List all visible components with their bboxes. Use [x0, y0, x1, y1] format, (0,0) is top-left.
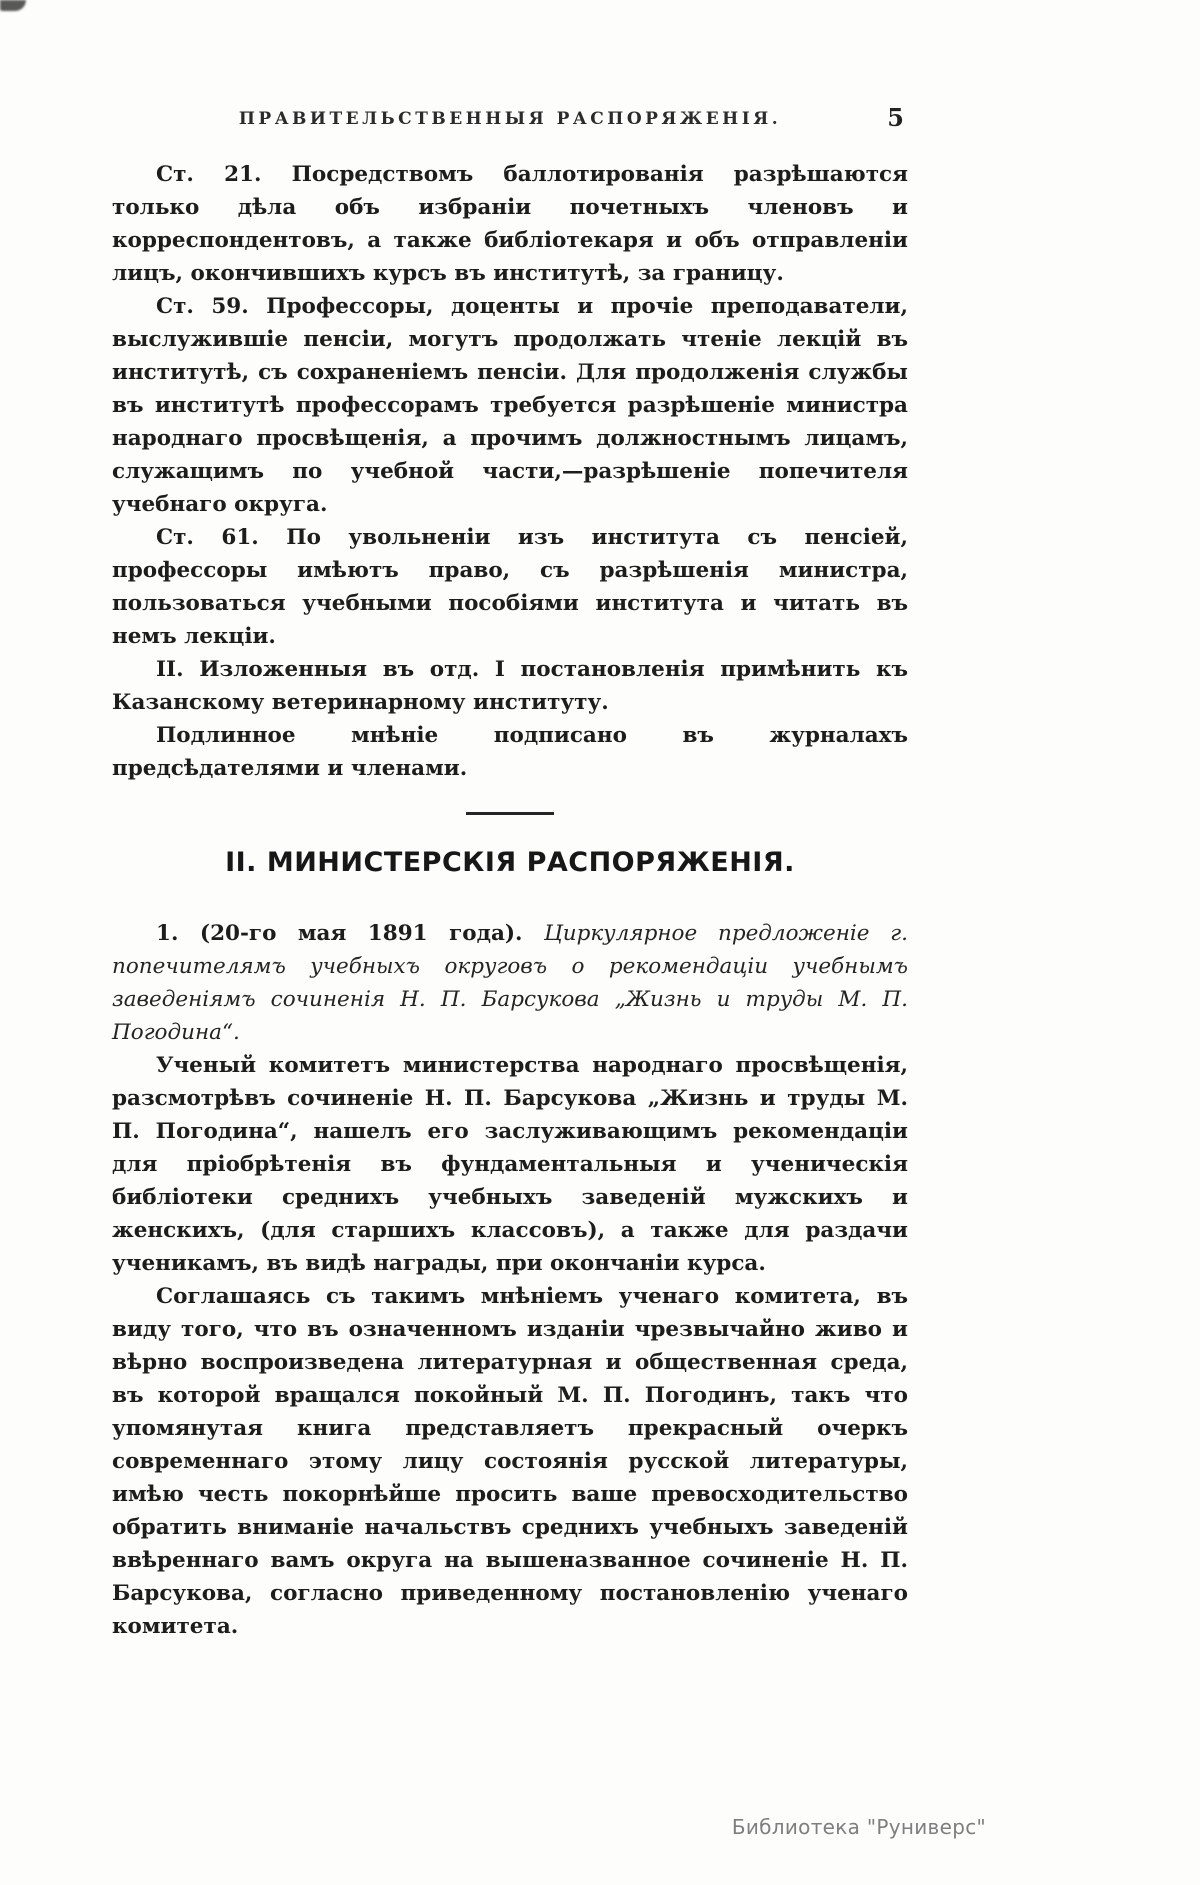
- paragraph-st-59: Ст. 59. Профессоры, доценты и прочіе преподаватели, выслужившіе пенсіи, могутъ продолжать чтеніе лекцій въ институтѣ, съ сохраненіемъ пенсіи. Для продолженія службы въ институтѣ профессорамъ требуется разрѣшеніе министра народнаго просвѣщенія, а прочимъ должностнымъ лицамъ, служащимъ по учебной части,—разрѣшеніе попечителя учебнаго округа.: [112, 294, 908, 517]
- paragraph-signature-note: Подлинное мнѣніе подписано въ журналахъ предсѣдателями и членами.: [112, 723, 908, 781]
- text-block: [112, 158, 908, 1643]
- library-watermark: Библиотека "Руниверс": [731, 1815, 986, 1839]
- paragraph-section-ii-note: II. Изложенныя въ отд. I постановленія примѣнить къ Казанскому ветеринарному институту.: [112, 657, 908, 715]
- running-title: ПРАВИТЕЛЬСТВЕННЫЯ РАСПОРЯЖЕНІЯ.: [238, 109, 782, 129]
- paragraph-circular-intro: [112, 917, 908, 1049]
- section-divider-rule: [466, 812, 554, 815]
- paragraph-committee-review: Ученый комитетъ министерства народнаго просвѣщенія, разсмотрѣвъ сочиненіе Н. П. Барсукова „Жизнь и труды М. П. Погодина“, нашелъ его заслуживающимъ рекомендаціи для пріобрѣтенія въ фундаментальныя и ученическія библіотеки среднихъ учебныхъ заведеній мужскихъ и женскихъ, (для старшихъ классовъ), а также для раздачи ученикамъ, въ видѣ награды, при окончаніи курса.: [112, 1053, 908, 1276]
- running-header: [112, 103, 908, 136]
- circular-title-italic: Циркулярное предложеніе г. попечителямъ учебныхъ округовъ о рекомендаціи учебнымъ заведеніямъ сочиненія Н. П. Барсукова „Жизнь и труды М. П. Погодина“.: [112, 921, 908, 1045]
- paragraph-st-61: Ст. 61. По увольненіи изъ института съ пенсіей, профессоры имѣютъ право, съ разрѣшенія министра, пользоваться учебными пособіями института и читать въ немъ лекціи.: [112, 525, 908, 649]
- page-number: 5: [887, 103, 904, 132]
- circular-date-lead: 1. (20-го мая 1891 года).: [156, 921, 523, 946]
- scan-corner-artifact: [0, 0, 26, 11]
- section-heading-ministerial-orders: II. МИНИСТЕРСКІЯ РАСПОРЯЖЕНІЯ.: [225, 847, 795, 878]
- paragraph-recommendation: Соглашаясь съ такимъ мнѣніемъ ученаго комитета, въ виду того, что въ означенномъ изданіи чрезвычайно живо и вѣрно воспроизведена литературная и общественная среда, въ которой вращался покойный М. П. Погодинъ, такъ что упомянутая книга представляетъ прекрасный очеркъ современнаго этому лицу состоянія русской литературы, имѣю честь покорнѣйше просить ваше превосходительство обратить вниманіе начальствъ среднихъ учебныхъ заведеній ввѣреннаго вамъ округа на вышеназванное сочиненіе Н. П. Барсукова, согласно приведенному постановленію ученаго комитета.: [112, 1284, 908, 1639]
- paragraph-st-21: Ст. 21. Посредствомъ баллотированія разрѣшаются только дѣла объ избраніи почетныхъ членовъ и корреспондентовъ, а также библіотекаря и объ отправленіи лицъ, окончившихъ курсъ въ институтѣ, за границу.: [112, 162, 908, 286]
